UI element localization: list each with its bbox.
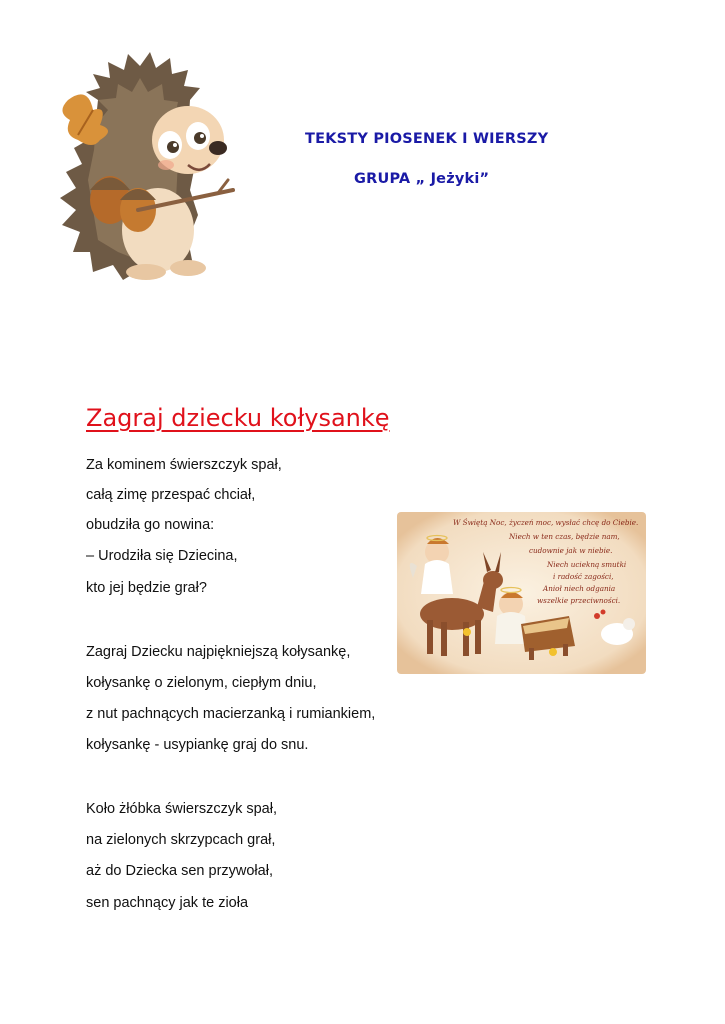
verse-line: z nut pachnących macierzanką i rumiankiem,	[86, 706, 376, 722]
verse-line: całą zimę przespać chciał,	[86, 487, 256, 503]
verse-line: kołysankę - usypiankę graj do snu.	[86, 737, 309, 753]
verse-line: kto jej będzie grał?	[86, 580, 207, 596]
card-text-line: Niech uciekną smutki	[547, 560, 627, 569]
verse-line: – Urodziła się Dziecina,	[86, 548, 238, 564]
hedgehog-icon	[38, 40, 238, 285]
verse-line: Zagraj Dziecku najpiękniejszą kołysankę,	[86, 644, 351, 660]
song-title: Zagraj dziecku kołysankę	[86, 404, 390, 432]
card-text-line: cudownie jak w niebie.	[529, 546, 613, 555]
verse-line: Za kominem świerszczyk spał,	[86, 457, 282, 473]
card-text-line: W Świętą Noc, życzeń moc, wysłać chcę do Ciebie.	[453, 518, 639, 527]
verse-line: na zielonych skrzypcach grał,	[86, 832, 276, 848]
card-text-line: Anioł niech odgania	[543, 584, 616, 593]
verse-line: aż do Dziecka sen przywołał,	[86, 863, 273, 879]
card-text-line: wszelkie przeciwności.	[537, 596, 621, 605]
group-name: GRUPA „ Jeżyki”	[354, 171, 490, 187]
verse-line: sen pachnący jak te zioła	[86, 895, 249, 911]
document-heading: TEKSTY PIOSENEK I WIERSZY	[305, 131, 549, 147]
nativity-card-icon	[397, 512, 646, 674]
card-text-line: i radość zagości,	[553, 572, 614, 581]
card-text-line: Niech w ten czas, będzie nam,	[509, 532, 620, 541]
hedgehog-illustration	[38, 40, 238, 285]
verse-line: obudziła go nowina:	[86, 517, 215, 533]
verse-line: kołysankę o zielonym, ciepłym dniu,	[86, 675, 317, 691]
nativity-card-illustration	[397, 512, 646, 674]
verse-line: Koło żłóbka świerszczyk spał,	[86, 801, 277, 817]
